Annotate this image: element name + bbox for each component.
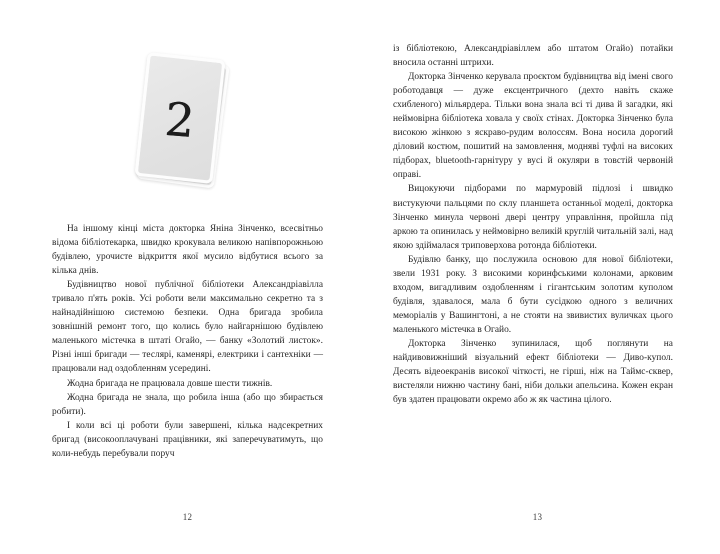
paragraph: Докторка Зінченко керувала проєктом будівництва від імені свого роботодавця — дуже ексцентричного (дехто навіть скаже схибленого) мільярдера. Тільки вона знала всі ті дива й загадки, які неймовірна бібліотека ховала у своїх стінах. Докторка Зінченко була високою жінкою з яскраво-рудим волоссям. Вона носила дорогий діловий костюм, пошитий на замовлення, модняві туфлі на високих підборах, bluetooth-гарнітуру у вусі й окуляри в товстій червоній оправі. bbox=[393, 72, 673, 181]
chapter-illustration bbox=[0, 48, 360, 208]
page-number-left: 12 bbox=[182, 512, 193, 522]
paragraph: На іншому кінці міста докторка Яніна Зінченко, всесвітньо відома бібліотекарка, швидко крокувала великою напівпорожньою будівлею, урочисте відкриття якої мусило відбутися всього за кілька днів. bbox=[52, 224, 323, 277]
paragraph: Вицокуючи підборами по мармуровій підлозі і швидко вистукуючи пальцями по склу планшета останньої моделі, докторка Зінченко минула червоні двері центру управління, пройшла під аркою та опинилась у неймовірно великій круглій читальній залі, над якою здіймалася триповерхова ротонда бібліотеки. bbox=[393, 184, 673, 251]
chapter-number-card bbox=[135, 52, 226, 184]
chapter-number-label: 2 bbox=[163, 91, 197, 149]
paragraph: Жодна бригада не працювала довше шести тижнів. bbox=[67, 378, 273, 389]
card-stack bbox=[132, 48, 228, 194]
paragraph: І коли всі ці роботи були завершені, кілька надсекретних бригад (високооплачувані працівники, які заперечуватимуть, що коли-небудь перебували поруч bbox=[52, 420, 323, 459]
right-page-body-text bbox=[393, 42, 673, 407]
paragraph: Докторка Зінченко зупинилася, щоб поглянути на найдивовижніший візуальний ефект бібліотеки — Диво-купол. Десять відеоекранів високої чіткості, не гірші, ніж на Таймс-сквер, вистеляли нижню частину бані, ніби дольки апельсина. Кожен екран був здатен працювати окремо або ж як частина цілого. bbox=[393, 338, 673, 406]
left-page-body-text bbox=[52, 222, 323, 461]
paragraph: Будівлю банку, що послужила основою для нової бібліотеки, звели 1931 року. З високими коринфськими колонами, арковим входом, вигадливим оздобленням і гігантським золотим куполом будівля, здавалося, мала б бути сусідкою одного з величних меморіалів у Вашингтоні, а не стояти на звивистих вуличках цього маленького містечка в Огайо. bbox=[393, 254, 673, 335]
right-page bbox=[360, 0, 720, 554]
paragraph: із бібліотекою, Александріавіллем або штатом Огайо) потайки вносила останні штрихи. bbox=[393, 44, 673, 69]
paragraph: Жодна бригада не знала, що робила інша (або що збирається робити). bbox=[52, 392, 323, 417]
page-number-right: 13 bbox=[532, 512, 543, 522]
paragraph: Будівництво нової публічної бібліотеки Александріавілла тривало п'ять років. Усі роботи вели максимально секретно та з найнадійнішою системою безпеки. Одна бригада зробила зовнішній ремонт того, що колись було найгарнішою будівлею маленького містечка в штаті Огайо, — банку «Золотий листок». Різні інші бригади — теслярі, каменярі, електрики і сантехніки — працювали над оздобленням усередині. bbox=[52, 280, 323, 375]
